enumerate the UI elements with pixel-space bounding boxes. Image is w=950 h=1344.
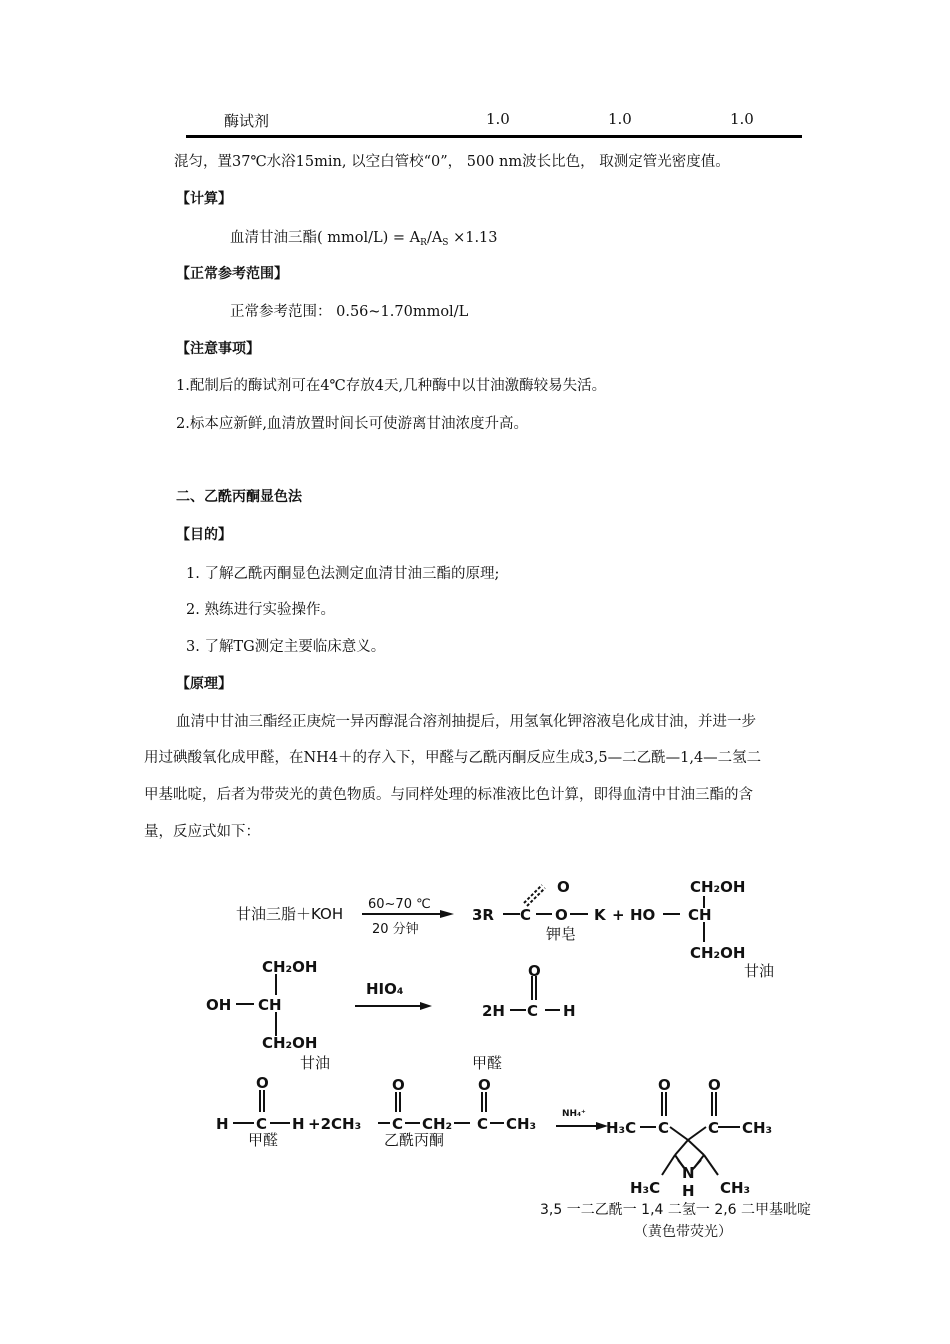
- formaldehyde-2h: 2H: [482, 1002, 505, 1020]
- soap-k: K: [594, 906, 606, 924]
- product-n: N: [682, 1164, 695, 1182]
- product-h3c-bottom: H₃C: [630, 1179, 661, 1197]
- purpose-heading: 【目的】: [176, 527, 232, 543]
- product-ch3-bottom: CH₃: [720, 1179, 751, 1197]
- glycerol2-ch: CH: [258, 996, 282, 1014]
- reactants-label: 甘油三脂＋KOH: [236, 905, 344, 923]
- product-name: 3,5 一二乙酰一 1,4 二氢一 2,6 二甲基吡啶: [540, 1202, 812, 1218]
- r3-c1: C: [256, 1115, 268, 1133]
- principle-heading: 【原理】: [176, 676, 232, 692]
- formaldehyde-o: O: [528, 962, 541, 980]
- table-cell-2: 1.0: [608, 110, 632, 128]
- r3-plus-2ch3: +2CH₃: [308, 1115, 362, 1133]
- principle-line-2: 用过碘酸氧化成甲醛，在NH4＋的存入下，甲醛与乙酰丙酮反应生成3,5—二乙酰—1,4—二氢二: [144, 750, 762, 766]
- glycerol-ch2oh-bottom: CH₂OH: [690, 944, 746, 962]
- ammonium-label: NH₄⁺: [562, 1109, 586, 1119]
- table-cell-3: 1.0: [730, 110, 754, 128]
- table-row-label: 酶试剂: [224, 112, 270, 130]
- glycerol2-oh: OH: [206, 996, 232, 1014]
- product-h3c-left: H₃C: [606, 1119, 637, 1137]
- r3-ch3: CH₃: [506, 1115, 537, 1133]
- periodic-acid-label: HIO₄: [366, 980, 404, 998]
- formaldehyde-label: 甲醛: [472, 1054, 503, 1072]
- product-c-left: C: [658, 1119, 670, 1137]
- glycerol2-label: 甘油: [300, 1054, 331, 1072]
- r3-o2: O: [392, 1076, 405, 1094]
- formaldehyde-h: H: [563, 1002, 576, 1020]
- procedure-text: 混匀，置37℃水浴15min, 以空白管校“0”， 500 nm波长比色， 取测定管光密度值。: [174, 154, 730, 170]
- principle-line-1: 血清中甘油三酯经正庚烷一异丙醇混合溶剂抽提后，用氢氧化钾溶液皂化成甘油，并进一步: [176, 714, 756, 730]
- soap-3r: 3R: [472, 906, 494, 924]
- formula-suffix: ×1.13: [448, 230, 498, 246]
- note-2: 2.标本应新鲜,血清放置时间长可使游离甘油浓度升高。: [176, 416, 528, 432]
- r3-o1: O: [256, 1074, 269, 1092]
- soap-carbonyl-o: O: [557, 878, 570, 896]
- condition-temperature: 60~70 ℃: [368, 897, 431, 912]
- r3-o3: O: [478, 1076, 491, 1094]
- glycerol-ch2oh-top: CH₂OH: [690, 878, 746, 896]
- r3-ch2: CH₂: [422, 1115, 453, 1133]
- product-nh: H: [682, 1182, 695, 1200]
- soap-o: O: [555, 906, 568, 924]
- table-cell-1: 1.0: [486, 110, 510, 128]
- range-heading: 【正常参考范围】: [176, 266, 288, 282]
- notes-heading: 【注意事项】: [176, 341, 260, 357]
- glycerol-ch: CH: [688, 906, 712, 924]
- purpose-1: 1. 了解乙酰丙酮显色法测定血清甘油三酯的原理;: [186, 566, 500, 582]
- purpose-2: 2. 熟练进行实验操作。: [186, 602, 335, 618]
- formula-sub-s: S: [442, 238, 449, 248]
- product-ch3-right: CH₃: [742, 1119, 773, 1137]
- acetylacetone-label: 乙酰丙酮: [384, 1131, 445, 1149]
- glycerol2-ch2oh-top: CH₂OH: [262, 958, 318, 976]
- principle-line-4: 量，反应式如下：: [144, 824, 260, 840]
- product-note: （黄色带荧光）: [634, 1224, 732, 1240]
- soap-label: 钾皂: [546, 925, 577, 943]
- calc-heading: 【计算】: [176, 191, 232, 207]
- formaldehyde-c: C: [527, 1002, 539, 1020]
- range-text: 正常参考范围： 0.56~1.70mmol/L: [230, 304, 469, 320]
- r3-c3: C: [477, 1115, 489, 1133]
- product-c-right: C: [708, 1119, 720, 1137]
- plus-sign: +: [612, 906, 625, 924]
- r3-c2: C: [392, 1115, 404, 1133]
- glycerol-ho: HO: [630, 906, 656, 924]
- product-o-right: O: [708, 1076, 721, 1094]
- glycerol-label: 甘油: [744, 962, 775, 980]
- section-title: 二、乙酰丙酮显色法: [176, 489, 302, 505]
- principle-line-3: 甲基吡啶，后者为带荧光的黄色物质。与同样处理的标准液比色计算，即得血清中甘油三酯的含: [144, 787, 753, 803]
- formula-sub-r: R: [420, 238, 427, 248]
- glycerol2-ch2oh-bottom: CH₂OH: [262, 1034, 318, 1052]
- r3-h-left: H: [216, 1115, 229, 1133]
- condition-time: 20 分钟: [372, 922, 419, 937]
- soap-c: C: [520, 906, 532, 924]
- product-o-left: O: [658, 1076, 671, 1094]
- formula-mid: /A: [426, 230, 443, 246]
- r3-h-right: H: [292, 1115, 305, 1133]
- formula-prefix: 血清甘油三酯( mmol/L) = A: [230, 230, 421, 246]
- purpose-3: 3. 了解TG测定主要临床意义。: [186, 639, 386, 655]
- r3-formaldehyde-label: 甲醛: [248, 1131, 279, 1149]
- note-1: 1.配制后的酶试剂可在4℃存放4天,几种酶中以甘油激酶较易失活。: [176, 378, 607, 394]
